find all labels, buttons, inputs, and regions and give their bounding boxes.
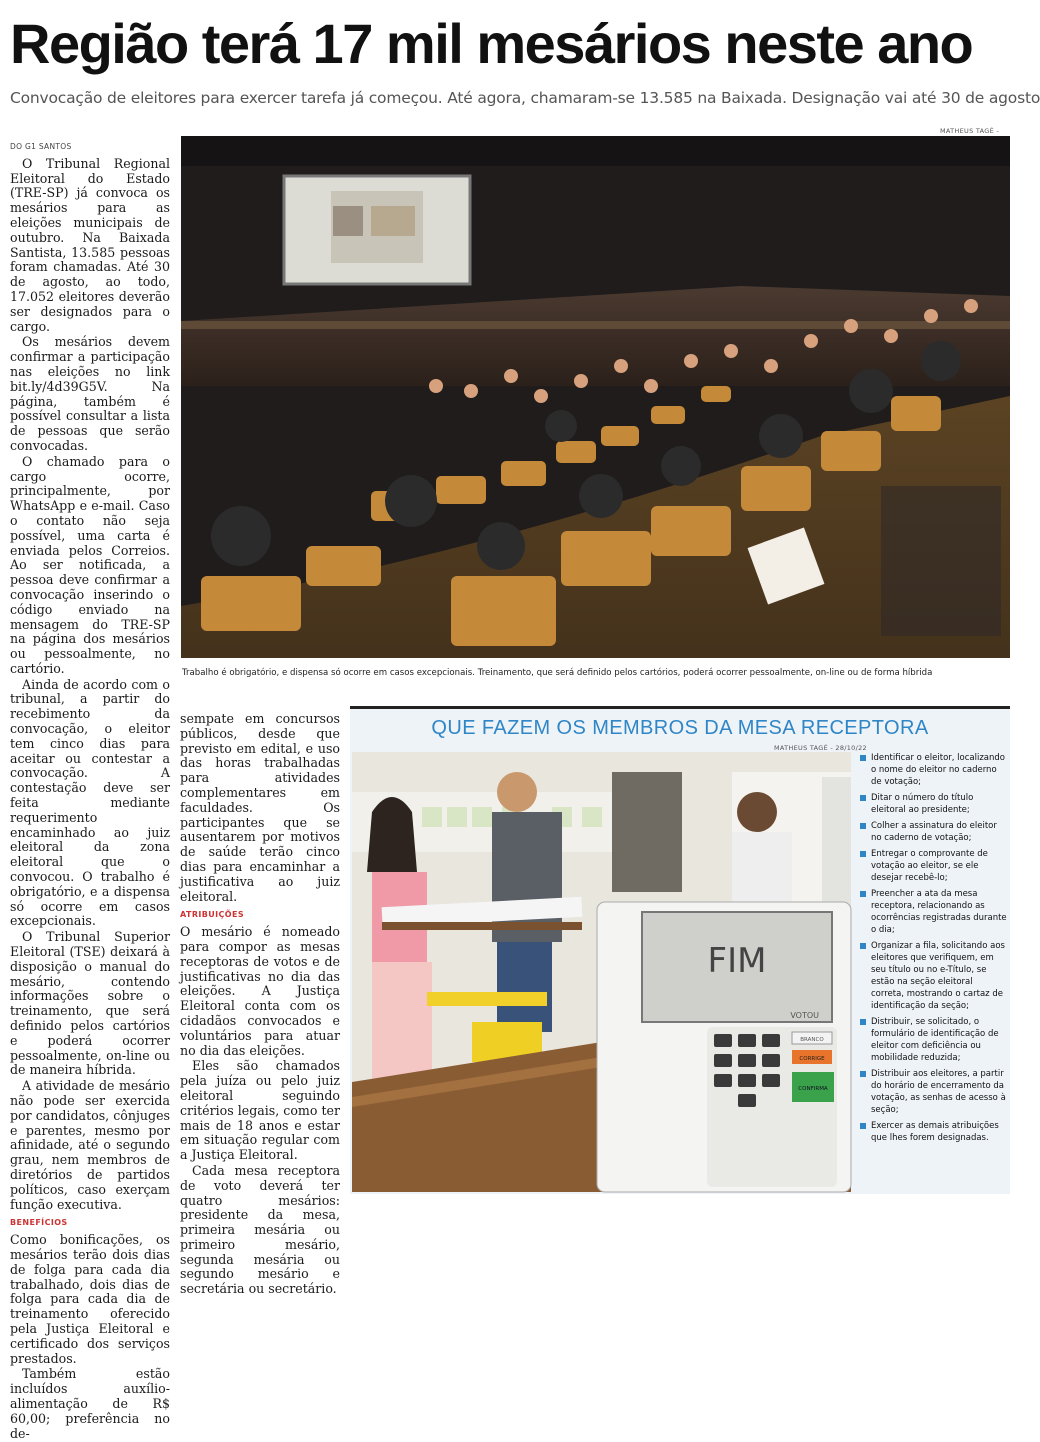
photo-caption: Trabalho é obrigatório, e dispensa só ocorre em casos excepcionais. Treinamento, que será definido pelos cartórios, poderá ocorrer pessoalmente, on-line ou de forma híbrida xyxy=(182,668,933,678)
urna-key-confirma: CONFIRMA xyxy=(798,1086,828,1092)
paragraph: O mesário é nomeado para compor as mesas receptoras de votos e de justificativas no dia das eleições. A Justiça Eleitoral conta com os cidadãos convocados e voluntários para atuar no dia das eleições. xyxy=(180,924,340,1058)
photo-credit: MATHEUS TAGÉ - 28/10/22 xyxy=(774,744,867,752)
article-column-2 xyxy=(180,712,340,1298)
polling-station-illustration xyxy=(352,752,851,1192)
paragraph: O Tribunal Superior Eleitoral (TSE) deixará à disposição o manual do mesário, contendo informações sobre o treinamento, que será definido pelos cartórios e poderá ocorrer pessoalmente, on-line ou de maneira híbrida. xyxy=(10,929,170,1078)
paragraph: Eles são chamados pela juíza ou pelo juiz eleitoral seguindo critérios legais, como ter mais de 18 anos e estar em situação regular com a Justiça Eleitoral. xyxy=(180,1058,340,1163)
urna-key-branco: BRANCO xyxy=(800,1037,824,1043)
subheadline: Convocação de eleitores para exercer tarefa já começou. Até agora, chamaram-se 13.585 na Baixada. Designação vai até 30 de agosto xyxy=(10,89,1040,107)
byline: DO G1 SANTOS xyxy=(10,142,72,151)
paragraph: O chamado para o cargo ocorre, principalmente, por WhatsApp e e-mail. Caso o contato não seja possível, uma carta é enviada pelos Correios. Ao ser notificada, a pessoa deve confirmar a convocação inserindo o código enviado na mensagem do TRE-SP na página dos mesários ou pessoalmente, no cartório. xyxy=(10,453,170,676)
duties-list xyxy=(860,752,1008,1148)
polling-station-photo xyxy=(352,752,851,1192)
paragraph: Cada mesa receptora de voto deverá ter quatro mesários: presidente da mesa, primeira mesária ou primeiro mesário, segunda mesária ou segundo mesário e secretária ou secretário. xyxy=(180,1162,340,1297)
section-heading-beneficios: BENEFÍCIOS xyxy=(10,1218,68,1228)
list-item: Exercer as demais atribuições que lhes forem designadas. xyxy=(860,1120,1008,1144)
urna-key-corrige: CORRIGE xyxy=(799,1056,825,1062)
paragraph: Como bonificações, os mesários terão dois dias de folga para cada dia trabalhado, dois dias de folga para cada dia de treinamento oferecido pela Justiça Eleitoral e certificado dos serviços prestados. xyxy=(10,1232,170,1366)
headline: Região terá 17 mil mesários neste ano xyxy=(10,12,973,75)
paragraph: Os mesários devem confirmar a participação nas eleições no link bit.ly/4d39G5V. Na página, também é possível consultar a lista de pessoas que serão convocadas. xyxy=(10,334,170,453)
paragraph: O Tribunal Regional Eleitoral do Estado (TRE-SP) já convoca os mesários para as eleições municipais de outubro. Na Baixada Santista, 13.585 pessoas foram chamadas. Até 30 de agosto, ao todo, 17.052 eleitores deverão ser designados para o cargo. xyxy=(10,155,170,334)
list-item: Ditar o número do título eleitoral ao presidente; xyxy=(860,792,1008,816)
list-item: Preencher a ata da mesa receptora, relacionando as ocorrências registradas durante o dia; xyxy=(860,888,1008,936)
photo-credit: MATHEUS TAGÉ - xyxy=(940,127,1000,135)
list-item: Distribuir, se solicitado, o formulário de identificação de eleitor com deficiência ou mobilidade reduzida; xyxy=(860,1016,1008,1064)
section-heading-atribuicoes: ATRIBUIÇÕES xyxy=(180,910,245,920)
list-item: Distribuir aos eleitores, a partir do horário de encerramento da votação, as senhas de acesso à seção; xyxy=(860,1068,1008,1116)
article-column-1 xyxy=(10,140,170,1442)
auditorium-illustration xyxy=(181,136,1010,658)
list-item: Identificar o eleitor, localizando o nome do eleitor no caderno de votação; xyxy=(860,752,1008,788)
auditorium-photo xyxy=(181,136,1010,658)
paragraph: Também estão incluídos auxílio-alimentação de R$ 60,00; preferência no de- xyxy=(10,1366,170,1441)
urna-screen-text: FIM xyxy=(707,941,767,981)
urna-brand: VOTOU xyxy=(790,1011,819,1020)
list-item: Organizar a fila, solicitando aos eleitores que verifiquem, em seu título ou no e-Título, se estão na seção eleitoral correta, mostrando o cartaz de identificação da seção; xyxy=(860,940,1008,1012)
paragraph: A atividade de mesário não pode ser exercida por candidatos, cônjuges e parentes, mesmo por afinidade, até o segundo grau, nem membros de diretórios de partidos políticos, caso exerçam função executiva. xyxy=(10,1078,170,1212)
paragraph: Ainda de acordo com o tribunal, a partir do recebimento da convocação, o eleitor tem cinco dias para aceitar ou contestar a convocação. A contestação deve ser feita mediante requerimento encaminhado ao juiz eleitoral da zona eleitoral que o convocou. O trabalho é obrigatório, e a dispensa só ocorre em casos excepcionais. xyxy=(10,676,170,929)
list-item: Entregar o comprovante de votação ao eleitor, se ele desejar recebê-lo; xyxy=(860,848,1008,884)
info-box-title: QUE FAZEM OS MEMBROS DA MESA RECEPTORA xyxy=(431,717,929,739)
list-item: Colher a assinatura do eleitor no caderno de votação; xyxy=(860,820,1008,844)
paragraph: sempate em concursos públicos, desde que previsto em edital, e uso das horas trabalhadas para atividades complementares em faculdades. Os participantes que se ausentarem por motivos de saúde terão cinco dias para encaminhar a justificativa ao juiz eleitoral. xyxy=(180,711,340,904)
